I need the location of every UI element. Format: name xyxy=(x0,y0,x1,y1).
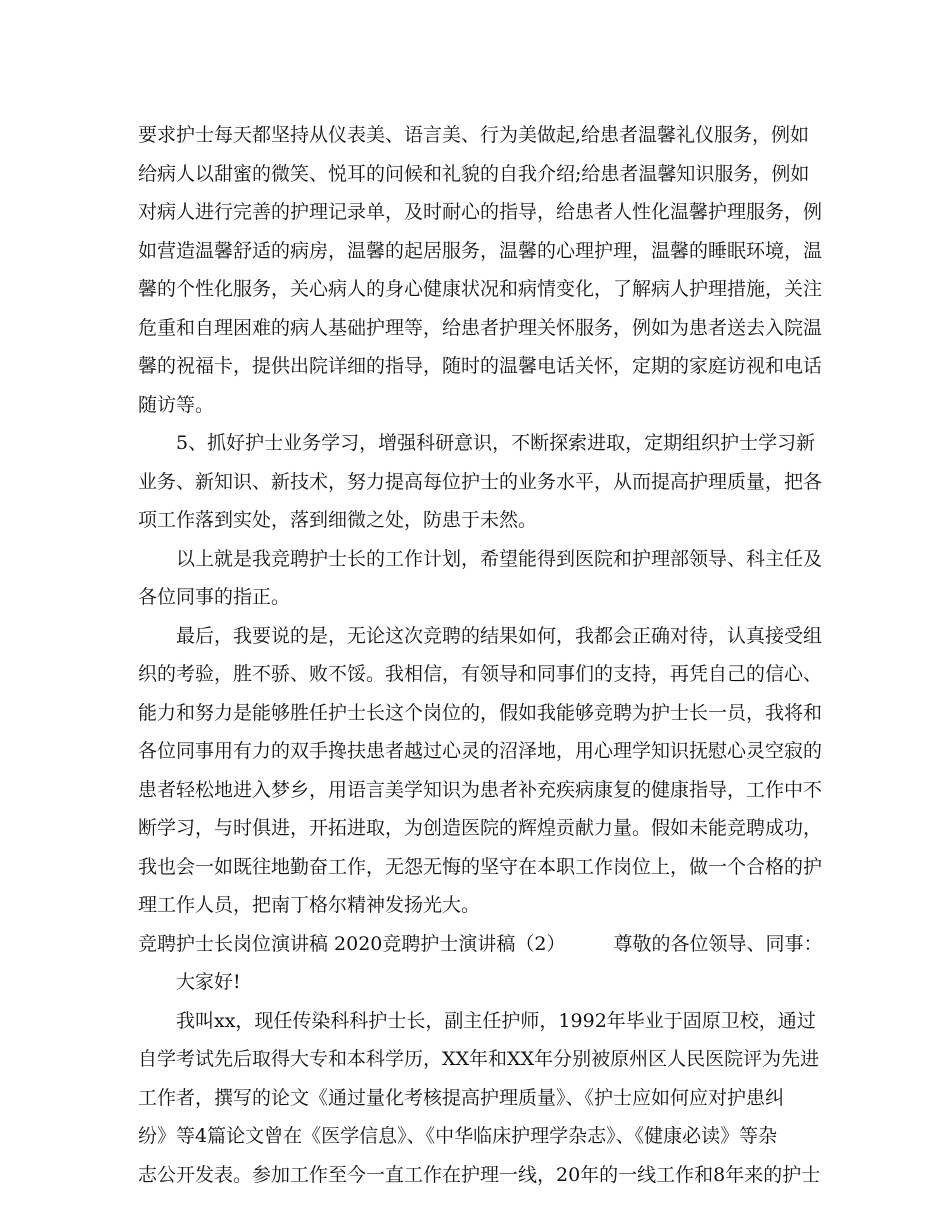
text-line: 患者轻松地进入梦乡，用语言美学知识为患者补充疾病康复的健康指导，工作中不 xyxy=(138,778,823,801)
text-line: 各位同事用有力的双手搀扶患者越过心灵的沼泽地，用心理学知识抚慰心灵空寂的 xyxy=(138,740,823,762)
text-line: 我也会一如既往地勤奋工作，无怨无悔的坚守在本职工作岗位上，做一个合格的护 xyxy=(138,855,823,878)
text-line: 工作者，撰写的论文《通过量化考核提高护理质量》、《护士应如何应对护患纠 xyxy=(138,1086,785,1109)
document-body xyxy=(138,116,823,1194)
heading-line xyxy=(138,925,823,964)
text-line: 给病人以甜蜜的微笑、悦耳的问候和礼貌的自我介绍;给患者温馨知识服务，例如 xyxy=(138,162,810,185)
text-line: 如营造温馨舒适的病房，温馨的起居服务，温馨的心理护理，温馨的睡眠环境，温 xyxy=(138,239,823,262)
text-line: 项工作落到实处，落到细微之处，防患于未然。 xyxy=(138,509,538,531)
paragraph-block xyxy=(138,963,821,1194)
text-line: 能力和努力是能够胜任护士长这个岗位的，假如我能够竞聘为护士长一员，我将和 xyxy=(138,701,823,724)
paragraph-block xyxy=(138,116,823,925)
text-line: 我叫xx，现任传染科科护士长，副主任护师，1992年毕业于固原卫校，通过 xyxy=(176,1009,816,1032)
text-line: 志公开发表。参加工作至今一直工作在护理一线，20年的一线工作和8年来的护士 xyxy=(138,1163,821,1186)
text-line: 织的考验，胜不骄、败不馁。我相信，有领导和同事们的支持，再凭自己的信心、 xyxy=(138,663,823,685)
greeting: 尊敬的各位领导、同事： xyxy=(613,932,823,955)
speech-title: 竞聘护士长岗位演讲稿 2020竞聘护士演讲稿（2） xyxy=(138,932,566,955)
text-line: 业务、新知识、新技术，努力提高每位护士的业务水平，从而提高护理质量，把各 xyxy=(138,470,823,493)
text-line: 纷》等4篇论文曾在《医学信息》、《中华临床护理学杂志》、《健康必读》等杂 xyxy=(138,1125,778,1147)
text-line: 对病人进行完善的护理记录单，及时耐心的指导，给患者人性化温馨护理服务，例 xyxy=(138,201,823,223)
text-line: 随访等。 xyxy=(138,393,215,416)
text-line: 以上就是我竞聘护士长的工作计划，希望能得到医院和护理部领导、科主任及 xyxy=(176,547,823,570)
text-line: 危重和自理困难的病人基础护理等，给患者护理关怀服务，例如为患者送去入院温 xyxy=(138,316,823,339)
text-line: 各位同事的指正。 xyxy=(138,586,291,608)
text-line: 理工作人员，把南丁格尔精神发扬光大。 xyxy=(138,894,481,916)
text-line: 要求护士每天都坚持从仪表美、语言美、行为美做起,给患者温馨礼仪服务，例如 xyxy=(138,124,810,146)
text-line: 大家好! xyxy=(176,971,241,993)
text-line: 馨的祝福卡，提供出院详细的指导，随时的温馨电话关怀，定期的家庭访视和电话 xyxy=(138,355,823,377)
text-line: 断学习，与时俱进，开拓进取，为创造医院的辉煌贡献力量。假如未能竞聘成功， xyxy=(138,817,823,839)
text-line: 最后，我要说的是，无论这次竞聘的结果如何，我都会正确对待，认真接受组 xyxy=(176,624,823,647)
text-line: 5、抓好护士业务学习，增强科研意识，不断探索进取，定期组织护士学习新 xyxy=(176,432,816,454)
text-line: 馨的个性化服务，关心病人的身心健康状况和病情变化，了解病人护理措施，关注 xyxy=(138,278,823,300)
text-line: 自学考试先后取得大专和本科学历，XX年和XX年分别被原州区人民医院评为先进 xyxy=(138,1048,820,1070)
